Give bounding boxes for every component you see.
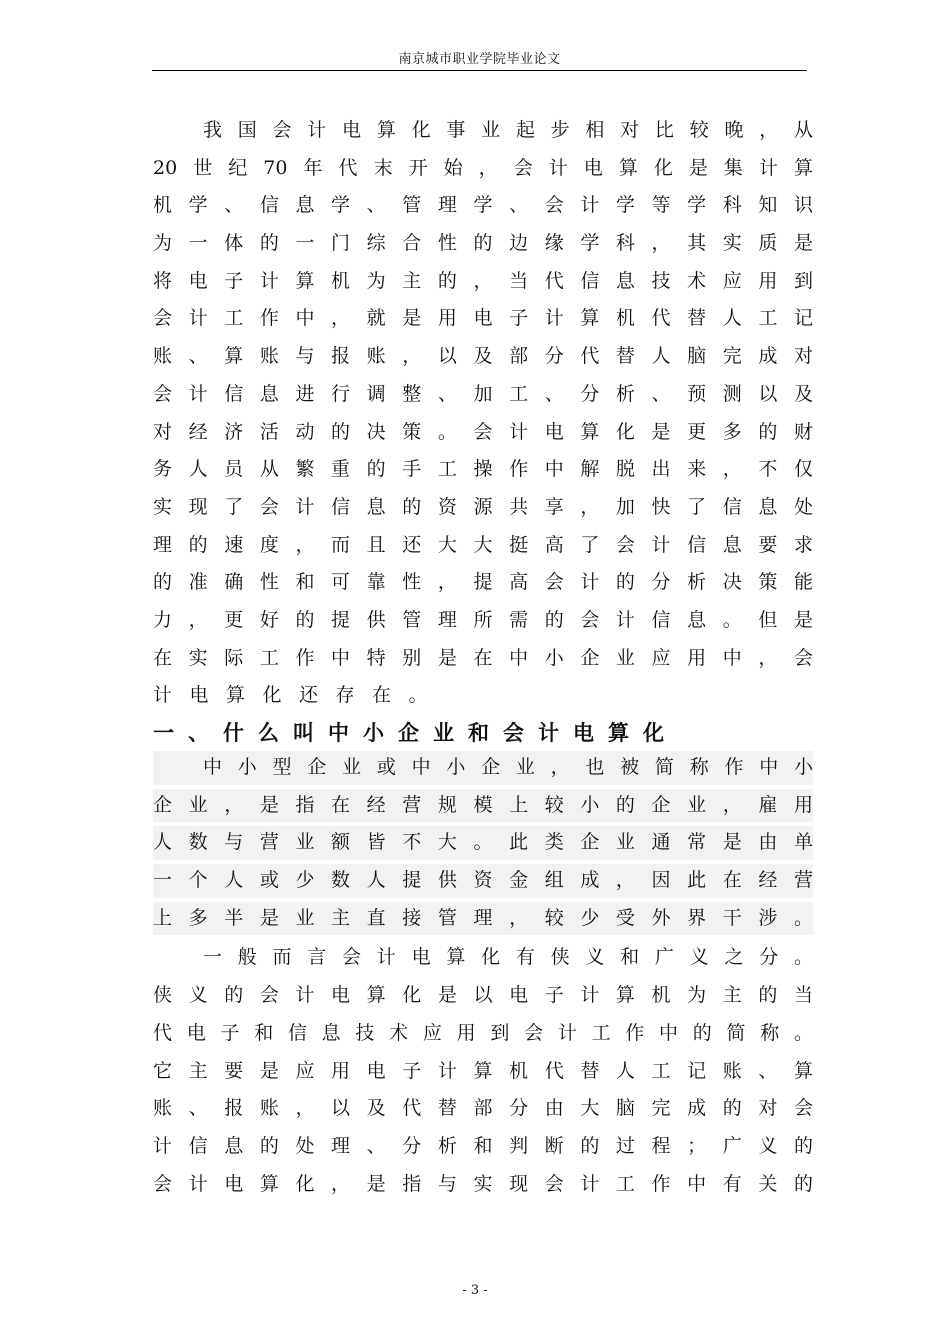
text-line: 力，更好的提供管理所需的会计信息。但是 (153, 608, 813, 631)
text-line: 人数与营业额皆不大。此类企业通常是由单 (153, 826, 813, 860)
paragraph-scope (153, 939, 813, 1203)
header-title: 南京城市职业学院毕业论文 (398, 52, 561, 67)
text-line: 企业，是指在经营规模上较小的企业，雇用 (153, 789, 813, 823)
text-line: 账、报账，以及代替部分由大脑完成的对会 (153, 1097, 813, 1120)
text-line: 务人员从繁重的手工操作中解脱出来，不仅 (153, 458, 813, 481)
text-line: 代电子和信息技术应用到会计工作中的简称。 (153, 1021, 813, 1044)
text-line: 会计工作中，就是用电子计算机代替人工记 (153, 307, 813, 330)
text-line: 一个人或少数人提供资金组成，因此在经营 (153, 864, 813, 898)
text-line: 将电子计算机为主的，当代信息技术应用到 (153, 269, 813, 292)
text-line: 我国会计电算化事业起步相对比较晚，从 (203, 119, 813, 141)
text-line: 上多半是业主直接管理，较少受外界干涉。 (153, 902, 813, 936)
text-line: 中小型企业或中小企业，也被简称作中小 (153, 751, 813, 785)
text-line: 会计信息进行调整、加工、分析、预测以及 (153, 382, 813, 405)
document-body (153, 112, 813, 1203)
text-line: 一般而言会计电算化有侠义和广义之分。 (203, 946, 813, 969)
section-heading: 一、什么叫中小企业和会计电算化 (153, 721, 678, 745)
page-header (152, 50, 807, 71)
text-line: 20世纪70年代末开始，会计电算化是集计算 (153, 156, 813, 179)
text-line: 计电算化还存在。 (153, 684, 446, 707)
text-line: 对经济活动的决策。会计电算化是更多的财 (153, 420, 813, 443)
paragraph-definition (153, 751, 813, 935)
text-line: 理的速度，而且还大大挺高了会计信息要求 (153, 533, 813, 556)
paragraph-intro (153, 112, 813, 715)
text-line: 机学、信息学、管理学、会计学等学科知识 (153, 194, 813, 217)
text-line: 它主要是应用电子计算机代替人工记账、算 (153, 1059, 813, 1082)
text-line: 会计电算化，是指与实现会计工作中有关的 (153, 1172, 813, 1195)
page-number: - 3 - (462, 1283, 488, 1298)
text-line: 为一体的一门综合性的边缘学科，其实质是 (153, 232, 813, 255)
text-line: 账、算账与报账，以及部分代替人脑完成对 (153, 345, 813, 368)
text-line: 实现了会计信息的资源共享，加快了信息处 (153, 495, 813, 518)
text-line: 的准确性和可靠性，提高会计的分析决策能 (153, 571, 813, 594)
text-line: 在实际工作中特别是在中小企业应用中，会 (153, 646, 813, 669)
text-line: 侠义的会计电算化是以电子计算机为主的当 (153, 984, 813, 1007)
text-line: 计信息的处理、分析和判断的过程；广义的 (153, 1134, 813, 1157)
